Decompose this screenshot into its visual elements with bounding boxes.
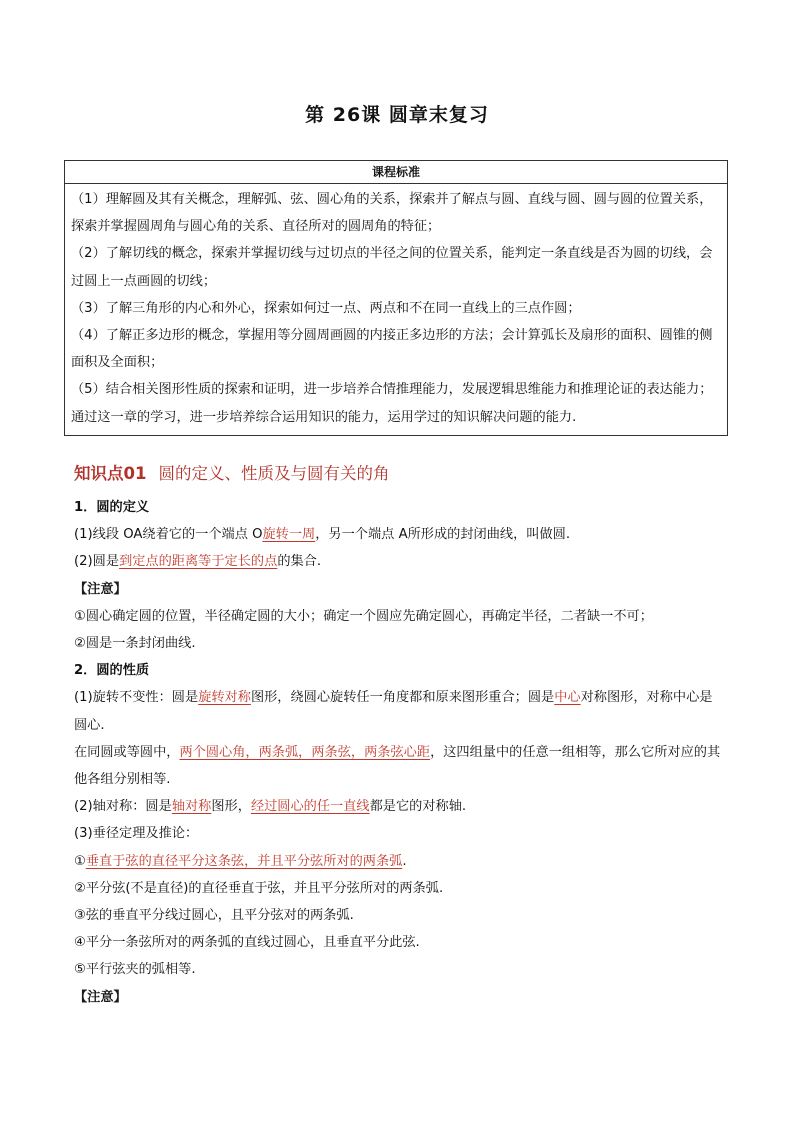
standard-item: （4）了解正多边形的概念，掌握用等分圆周画圆的内接正多边形的方法；会计算弧长及扇形的面积、圆锥的侧面积及全面积； <box>71 328 713 371</box>
definition-1: (1)线段 OA绕着它的一个端点 O旋转一周，另一个端点 A所形成的封闭曲线，叫做圆. <box>74 527 571 543</box>
theorem-item: ①垂直于弦的直径平分这条弦，并且平分弦所对的两条弧. <box>74 853 407 869</box>
standard-item: （2）了解切线的概念，探索并掌握切线与过切点的半径之间的位置关系，能判定一条直线是否为圆的切线，会过圆上一点画圆的切线； <box>71 246 713 289</box>
definition-2: (2)圆是到定点的距离等于定长的点的集合. <box>74 554 322 570</box>
highlight-text: 旋转一周 <box>262 527 316 543</box>
highlight-text: 轴对称 <box>171 799 212 815</box>
perpendicular-theorem-heading: (3)垂径定理及推论： <box>74 826 199 842</box>
knowledge-point-heading <box>74 460 389 484</box>
knowledge-point-number: 知识点01 <box>74 464 147 483</box>
curriculum-standards-box <box>64 160 728 436</box>
section-heading: 1．圆的定义 <box>74 500 150 515</box>
standard-item: （5）结合相关图形性质的探索和证明，进一步培养合情推理能力，发展逻辑思维能力和推理论证的表达能力；通过这一章的学习，进一步培养综合运用知识的能力，运用学过的知识解决问题的能力. <box>71 382 713 425</box>
page-title: 第 26课 圆章末复习 <box>305 104 489 126</box>
highlight-text: 垂直于弦的直径平分这条弦，并且平分弦所对的两条弧 <box>85 853 403 869</box>
note-item: ①圆心确定圆的位置，半径确定圆的大小；确定一个圆应先确定圆心，再确定半径，二者缺一不可； <box>74 608 653 624</box>
rotation-property: (1)旋转不变性：圆是旋转对称图形，绕圆心旋转任一角度都和原来图形重合；圆是中心对称图形，对称中心是圆心. <box>74 690 713 733</box>
theorem-item: ③弦的垂直平分线过圆心，且平分弦对的两条弧. <box>74 908 354 924</box>
standard-item: （1）理解圆及其有关概念，理解弧、弦、圆心角的关系，探索并了解点与圆、直线与圆、圆与圆的位置关系，探索并掌握圆周角与圆心角的关系、直径所对的圆周角的特征； <box>71 192 713 235</box>
equal-circles-property: 在同圆或等圆中，两个圆心角，两条弧，两条弦，两条弦心距，这四组量中的任意一组相等，那么它所对应的其他各组分别相等. <box>74 744 721 788</box>
highlight-text: 中心 <box>554 690 581 706</box>
theorem-item: ④平分一条弦所对的两条弧的直线过圆心，且垂直平分此弦. <box>74 935 420 951</box>
theorem-item: ②平分弦(不是直径)的直径垂直于弦，并且平分弦所对的两条弧. <box>74 880 444 896</box>
note-label: 【注意】 <box>74 581 127 597</box>
highlight-text: 旋转对称 <box>198 690 251 706</box>
standard-item: （3）了解三角形的内心和外心，探索如何过一点、两点和不在同一直线上的三点作圆； <box>71 300 581 316</box>
knowledge-point-title: 圆的定义、性质及与圆有关的角 <box>158 464 390 483</box>
note-item: ②圆是一条封闭曲线. <box>74 636 196 652</box>
highlight-text: 两个圆心角，两条弧，两条弦，两条弦心距 <box>179 744 431 760</box>
highlight-text: 到定点的距离等于定长的点 <box>119 554 278 570</box>
standards-body <box>65 184 727 431</box>
section-heading: 2．圆的性质 <box>74 663 150 679</box>
note-label: 【注意】 <box>74 989 127 1005</box>
axis-symmetry-property: (2)轴对称：圆是轴对称图形，经过圆心的任一直线都是它的对称轴. <box>74 799 467 815</box>
content-body <box>74 494 724 1011</box>
theorem-item: ⑤平行弦夹的弧相等. <box>74 962 196 978</box>
standards-header: 课程标准 <box>65 161 727 184</box>
highlight-text: 经过圆心的任一直线 <box>250 799 370 815</box>
